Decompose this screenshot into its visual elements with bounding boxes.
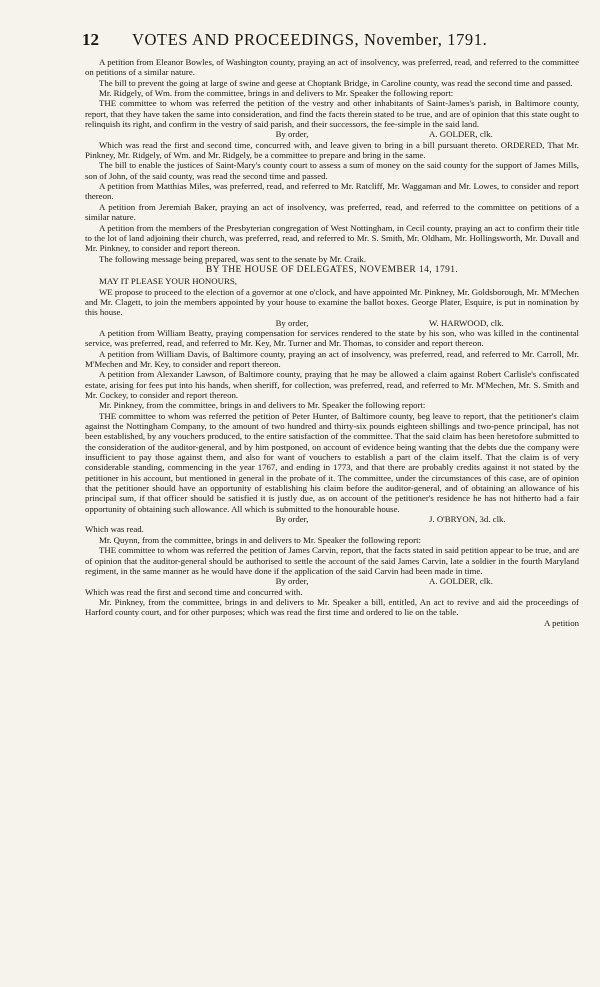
paragraph-vestry-report: THE committee to whom was referred the petition of the vestry and other inhabitants of Saint-James's parish, in Baltimore county, report, that they have taken the same into consideration, and find the facts therein stated to be true, and are of opinion that this state ought to relinquish its right, and confirm in the vestry of said parish, and their successors, the fee-simple in the said land.	[85, 98, 579, 130]
clerk-name: A. GOLDER, clk.	[429, 576, 493, 587]
paragraph-mills-bill: The bill to enable the justices of Saint-Mary's county court to assess a sum of money on the said county for the support of James Mills, son of John, of the said county, was read the second time and passed.	[85, 160, 579, 181]
paragraph-hunter-report: THE committee to whom was referred the petition of Peter Hunter, of Baltimore county, beg leave to report, that the petitioner's claim against the Nottingham Company, to the amount of two hundred and thirty-six pounds eighteen shillings and two-pence principal, has not been established, by any vouchers produced, to the entire satisfaction of the committee. That the said claim has been heretofore submitted to the consideration of the auditor-general, and by him postponed, on account of evidence being wanting that the debts due the company were insufficient to pay those against them, and also for want of vouchers to establish a part of the claim itself. That the claim is of very considerable standing, commencing in the year 1767, and ending in 1773, and that there are probably credits against it not stated by the petitioner in his account, but mentioned in general in the probate of it. The committee, under the circumstances of this case, are of opinion that the petitioner should have an opportunity of establishing his claim before the auditor-general, and of obtaining an allowance of his principal sum, if that officer should be satisfied it is justly due, as on account of the petitioner's residence he has not hitherto had a fair opportunity of obtaining such allowance. All which is submitted to the honourable house.	[85, 410, 579, 514]
paragraph-message-sent: The following message being prepared, was sent to the senate by Mr. Craik.	[99, 253, 367, 264]
running-title: VOTES AND PROCEEDINGS, November, 1791.	[132, 30, 488, 49]
paragraph-bill-ordered: Which was read the first and second time, concurred with, and leave given to bring in a bill pursuant thereto. ORDERED, That Mr. Pinkney, Mr. Ridgely, of Wm. and Mr. Ridgely, be a committee to prepare and bring in the same.	[85, 139, 579, 161]
clerk-name: J. O'BRYON, 3d. clk.	[429, 514, 506, 525]
paragraph-which-was-read: Which was read.	[85, 524, 144, 535]
paragraph-swine-bill: The bill to prevent the going at large of swine and geese at Choptank Bridge, in Caroline county, was read the second time and passed.	[99, 77, 573, 88]
catchword: A petition	[544, 617, 579, 628]
paragraph-pinkney-report: Mr. Pinkney, from the committee, brings in and delivers to Mr. Speaker the following report:	[99, 400, 426, 411]
paragraph-baker-petition: A petition from Jeremiah Baker, praying an act of insolvency, was preferred, read, and referred to the committee on petitions of a similar nature.	[85, 201, 579, 223]
paragraph-davis-petition: A petition from William Davis, of Baltimore county, praying an act of insolvency, was preferred, read, and referred to Mr. Carroll, Mr. M'Mechen and Mr. Key, to consider and report thereon.	[85, 348, 579, 369]
paragraph-governor-election: WE propose to proceed to the election of a governor at one o'clock, and have appointed Mr. Pinkney, Mr. Goldsborough, Mr. M'Mechen and Mr. Clagett, to join the members appointed by your house to examine the ballot boxes. George Plater, Esquire, is put in nomination by this house.	[85, 286, 579, 318]
paragraph-lawson-petition: A petition from Alexander Lawson, of Baltimore county, praying that he may be allowed a claim against Robert Carlisle's confiscated estate, arising for fees put into his hands, when sheriff, for collection, was preferred, read, and referred to Mr. M'Mechen, Mr. S. Smith and Mr. Cockey, to consider and report thereon.	[85, 369, 579, 400]
paragraph-quynn-report: Mr. Quynn, from the committee, brings in and delivers to Mr. Speaker the following report:	[99, 534, 422, 545]
paragraph-harford-bill: Mr. Pinkney, from the committee, brings in and delivers to Mr. Speaker a bill, entitled, An act to revive and aid the proceedings of Harford county court, and for other purposes; which was read the first time and ordered to lie on the table.	[85, 596, 579, 618]
paragraph-bowles-petition: A petition from Eleanor Bowles, of Washington county, praying an act of insolvency, was preferred, read, and referred to the committee on petitions of a similar nature.	[85, 57, 579, 78]
by-order-label: By order,	[275, 514, 309, 525]
paragraph-ridgely-report: Mr. Ridgely, of Wm. from the committee, brings in and delivers to Mr. Speaker the following report:	[99, 88, 454, 99]
clerk-name: W. HARWOOD, clk.	[429, 317, 504, 328]
page-number: 12	[82, 30, 99, 49]
message-heading: BY THE HOUSE OF DELEGATES, NOVEMBER 14, 1791.	[205, 264, 459, 275]
paragraph-presbyterian-petition: A petition from the members of the Presbyterian congregation of West Nottingham, in Cecil county, praying an act to confirm their title to the lot of land adjoining their church, was preferred, read, and referred to Mr. S. Smith, Mr. Oldham, Mr. Hollingsworth, Mr. Duvall and Mr. Pinkney, to consider and report thereon.	[85, 222, 579, 254]
signature-golder-2	[85, 576, 579, 586]
paragraph-concurred: Which was read the first and second time and concurred with.	[85, 586, 303, 597]
page-header	[82, 30, 582, 52]
by-order-label: By order,	[275, 129, 309, 140]
signature-obryon	[85, 514, 579, 524]
signature-harwood	[85, 318, 579, 328]
paragraph-beatty-petition: A petition from William Beatty, praying compensation for services rendered to the state by his son, who was killed in the continental service, was preferred, read, and referred to Mr. Key, Mr. Turner and Mr. Thomas, to consider and report thereon.	[85, 327, 579, 349]
paragraph-miles-petition: A petition from Matthias Miles, was preferred, read, and referred to Mr. Ratcliff, Mr. Waggaman and Mr. Lowes, to consider and report thereon.	[85, 181, 579, 202]
message-salutation: MAY IT PLEASE YOUR HONOURS,	[99, 276, 237, 287]
paragraph-carvin-report: THE committee to whom was referred the petition of James Carvin, report, that the facts stated in said petition appear to be true, and are of opinion that the auditor-general should be authorised to settle the account of the said James Carvin, late a soldier in the fourth Maryland regiment, in the same manner as he would have done if the application of the said Carvin had been made in time.	[85, 545, 580, 576]
clerk-name: A. GOLDER, clk.	[429, 129, 493, 140]
by-order-label: By order,	[275, 576, 309, 587]
by-order-label: By order,	[275, 317, 309, 328]
journal-text	[85, 57, 579, 628]
signature-golder-1	[85, 129, 579, 139]
